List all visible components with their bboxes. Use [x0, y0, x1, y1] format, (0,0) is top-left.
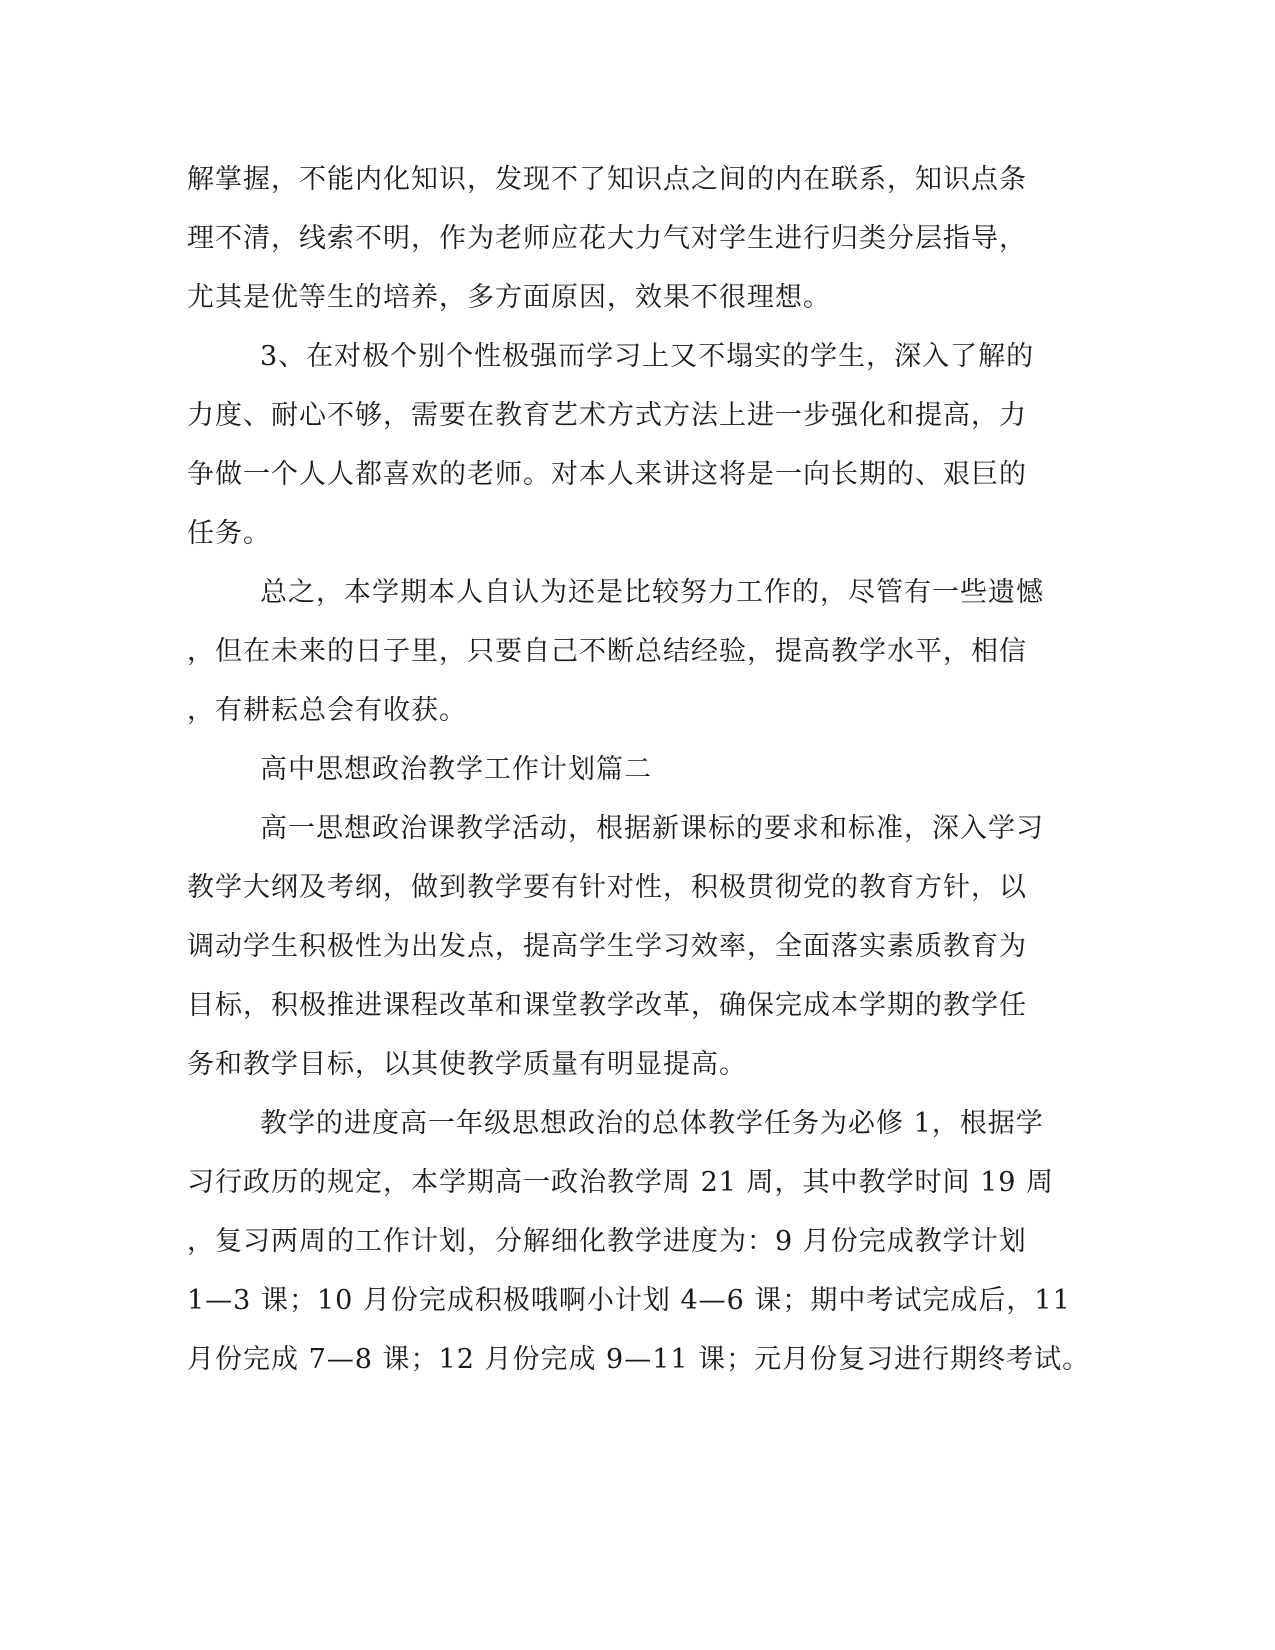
- text-line: 总之，本学期本人自认为还是比较努力工作的，尽管有一些遗憾: [260, 577, 1044, 608]
- text-line: 理不清，线索不明，作为老师应花大力气对学生进行归类分层指导，: [187, 223, 1027, 254]
- text-line: 目标，积极推进课程改革和课堂教学改革，确保完成本学期的教学任: [187, 990, 1027, 1021]
- text-line: 争做一个人人都喜欢的老师。对本人来讲这将是一向长期的、艰巨的: [187, 459, 1027, 490]
- section-heading: 高中思想政治教学工作计划篇二: [260, 754, 652, 785]
- text-line: 习行政历的规定，本学期高一政治教学周 21 周，其中教学时间 19 周: [187, 1167, 1055, 1198]
- text-line: 解掌握，不能内化知识，发现不了知识点之间的内在联系，知识点条: [187, 164, 1027, 195]
- text-line: ，但在未来的日子里，只要自己不断总结经验，提高教学水平，相信: [187, 636, 1027, 667]
- text-line: 务和教学目标，以其使教学质量有明显提高。: [187, 1049, 747, 1080]
- text-line: ，复习两周的工作计划，分解细化教学进度为：9 月份完成教学计划: [187, 1226, 1027, 1257]
- text-line: 力度、耐心不够，需要在教育艺术方式方法上进一步强化和提高，力: [187, 400, 1027, 431]
- text-line: 尤其是优等生的培养，多方面原因，效果不很理想。: [187, 282, 831, 313]
- text-line: 3、在对极个别个性极强而学习上又不塌实的学生，深入了解的: [260, 341, 1035, 372]
- text-line: 任务。: [187, 518, 271, 549]
- text-line: 1—3 课；10 月份完成积极哦啊小计划 4—6 课；期中考试完成后，11: [187, 1285, 1071, 1316]
- text-line: 高一思想政治课教学活动，根据新课标的要求和标准，深入学习: [260, 813, 1044, 844]
- text-line: ，有耕耘总会有收获。: [187, 695, 467, 726]
- text-line: 月份完成 7—8 课；12 月份完成 9—11 课；元月份复习进行期终考试。: [187, 1344, 1091, 1375]
- text-line: 教学大纲及考纲，做到教学要有针对性，积极贯彻党的教育方针，以: [187, 872, 1027, 903]
- text-line: 调动学生积极性为出发点，提高学生学习效率，全面落实素质教育为: [187, 931, 1027, 962]
- text-line: 教学的进度高一年级思想政治的总体教学任务为必修 1，根据学: [260, 1108, 1044, 1139]
